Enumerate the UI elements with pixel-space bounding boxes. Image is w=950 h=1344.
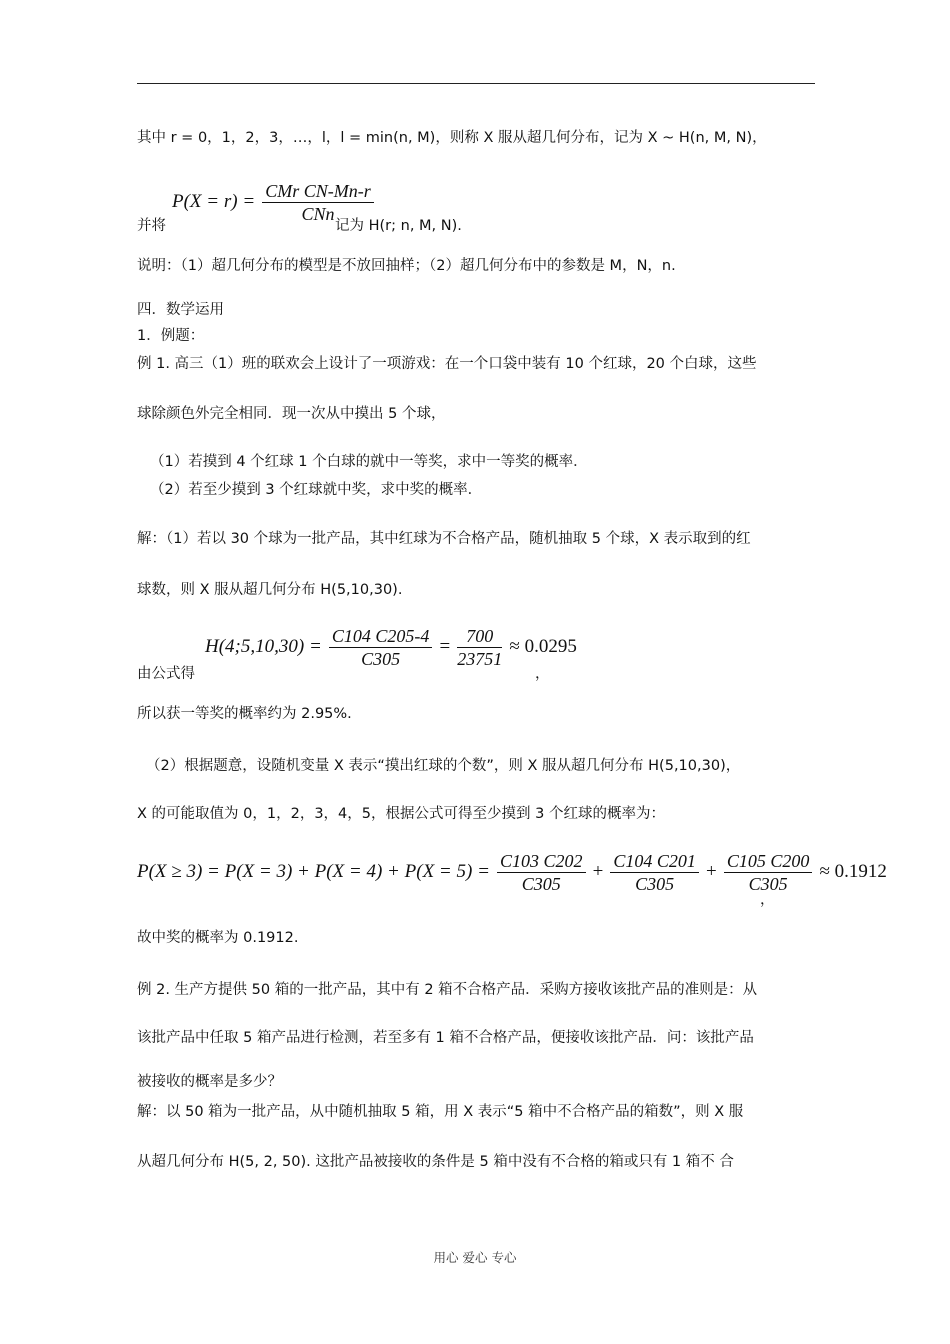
- formula-first-prize-fraction-1: [329, 625, 433, 670]
- subsection-heading: 1．例题：: [137, 328, 205, 344]
- formula-denominator: CNn: [301, 204, 335, 224]
- fraction-2-numerator: 700: [457, 625, 502, 648]
- formula-first-prize-fraction-2: [457, 625, 502, 670]
- example-2-line-3: 被接收的概率是多少？: [137, 1074, 282, 1090]
- fraction-1-numerator: C104 C205-4: [329, 625, 433, 648]
- solution-ex2-line-1: 解：以 50 箱为一批产品，从中随机抽取 5 箱，用 X 表示“5 箱中不合格产品的箱数”，则 X 服: [137, 1104, 744, 1120]
- solution-1-line-1: 解：（1）若以 30 个球为一批产品，其中红球为不合格产品，随机抽取 5 个球，X 表示取到的红: [137, 531, 751, 547]
- formula-at-least-three: P(X ≥ 3) = P(X = 3) + P(X = 4) + P(X = 5) = $\frac{C103 C202}{C305}$ + $\frac{C104 C201}{C305}$ + $\frac{C105 C200}{C305}$ ≈ 0.1912: [137, 851, 887, 894]
- solution-1-formula-prefix: 由公式得: [137, 666, 195, 682]
- example-1-question-1: （1）若摸到 4 个红球 1 个白球的就中一等奖，求中一等奖的概率．: [150, 454, 588, 470]
- formula-first-prize-lhs: H(4;5,10,30) =: [205, 636, 322, 657]
- text-line-2-suffix: 记为 H(r; n, M, N).: [335, 218, 462, 234]
- text-line-1: 其中 r = 0，1，2，3，…，l，l = min(n, M)，则称 X 服从超几何分布，记为 X ~ H(n, M, N)，: [137, 130, 767, 146]
- example-1-question-2: （2）若至少摸到 3 个红球就中奖，求中奖的概率．: [150, 482, 483, 498]
- formula-comma: ，: [535, 666, 550, 682]
- page-footer: 用心 爱心 专心: [433, 1250, 517, 1265]
- fraction-2-denominator: 23751: [457, 649, 503, 669]
- example-2-line-2: 该批产品中任取 5 箱产品进行检测，若至多有 1 箱不合格产品，便接收该批产品．问：该批产品: [137, 1030, 754, 1046]
- term-3-numerator: C105 C200: [724, 850, 813, 873]
- solution-1-conclusion: 所以获一等奖的概率约为 2.95%.: [137, 706, 352, 722]
- formula-numerator: CMr CN-Mn-r: [262, 180, 374, 203]
- solution-1-line-2: 球数，则 X 服从超几何分布 H(5,10,30).: [137, 582, 403, 598]
- fraction-1-denominator: C305: [361, 649, 401, 669]
- equals-sign: =: [439, 636, 451, 657]
- text-line-2-prefix: 并将: [137, 218, 166, 234]
- formula-2-comma: ，: [760, 892, 775, 908]
- formula-lhs: P(X = r) =: [172, 191, 256, 212]
- term-1: [497, 850, 586, 895]
- formula-at-least-three-result: ≈ 0.1912: [819, 861, 887, 882]
- term-3-denominator: C305: [748, 874, 788, 894]
- solution-ex2-line-2: 从超几何分布 H(5, 2, 50). 这批产品被接收的条件是 5 箱中没有不合格的箱或只有 1 箱不 合: [137, 1154, 734, 1170]
- header-rule: [137, 83, 815, 84]
- text-line-3: 说明：（1）超几何分布的模型是不放回抽样；（2）超几何分布中的参数是 M，N，n.: [137, 258, 676, 274]
- solution-2-line-2: X 的可能取值为 0，1，2，3，4，5，根据公式可得至少摸到 3 个红球的概率为：: [137, 806, 665, 822]
- term-2: [610, 850, 699, 895]
- formula-first-prize: [205, 625, 577, 670]
- solution-2-line-1: （2）根据题意，设随机变量 X 表示“摸出红球的个数”，则 X 服从超几何分布 H(5,10,30)，: [146, 758, 741, 774]
- example-2-line-1: 例 2. 生产方提供 50 箱的一批产品，其中有 2 箱不合格产品．采购方接收该批产品的准则是：从: [137, 982, 758, 998]
- section-heading: 四．数学运用: [137, 302, 224, 318]
- term-1-numerator: C103 C202: [497, 850, 586, 873]
- term-3: [724, 850, 813, 895]
- example-1-line-2: 球除颜色外完全相同．现一次从中摸出 5 个球，: [137, 406, 446, 422]
- term-2-numerator: C104 C201: [610, 850, 699, 873]
- term-2-denominator: C305: [635, 874, 675, 894]
- term-1-denominator: C305: [521, 874, 561, 894]
- example-1-line-1: 例 1. 高三（1）班的联欢会上设计了一项游戏：在一个口袋中装有 10 个红球，20 个白球，这些: [137, 356, 757, 372]
- formula-at-least-three-lhs: P(X ≥ 3) = P(X = 3) + P(X = 4) + P(X = 5) =: [137, 861, 490, 882]
- formula-first-prize-result: ≈ 0.0295: [509, 636, 577, 657]
- solution-2-conclusion: 故中奖的概率为 0.1912.: [137, 930, 299, 946]
